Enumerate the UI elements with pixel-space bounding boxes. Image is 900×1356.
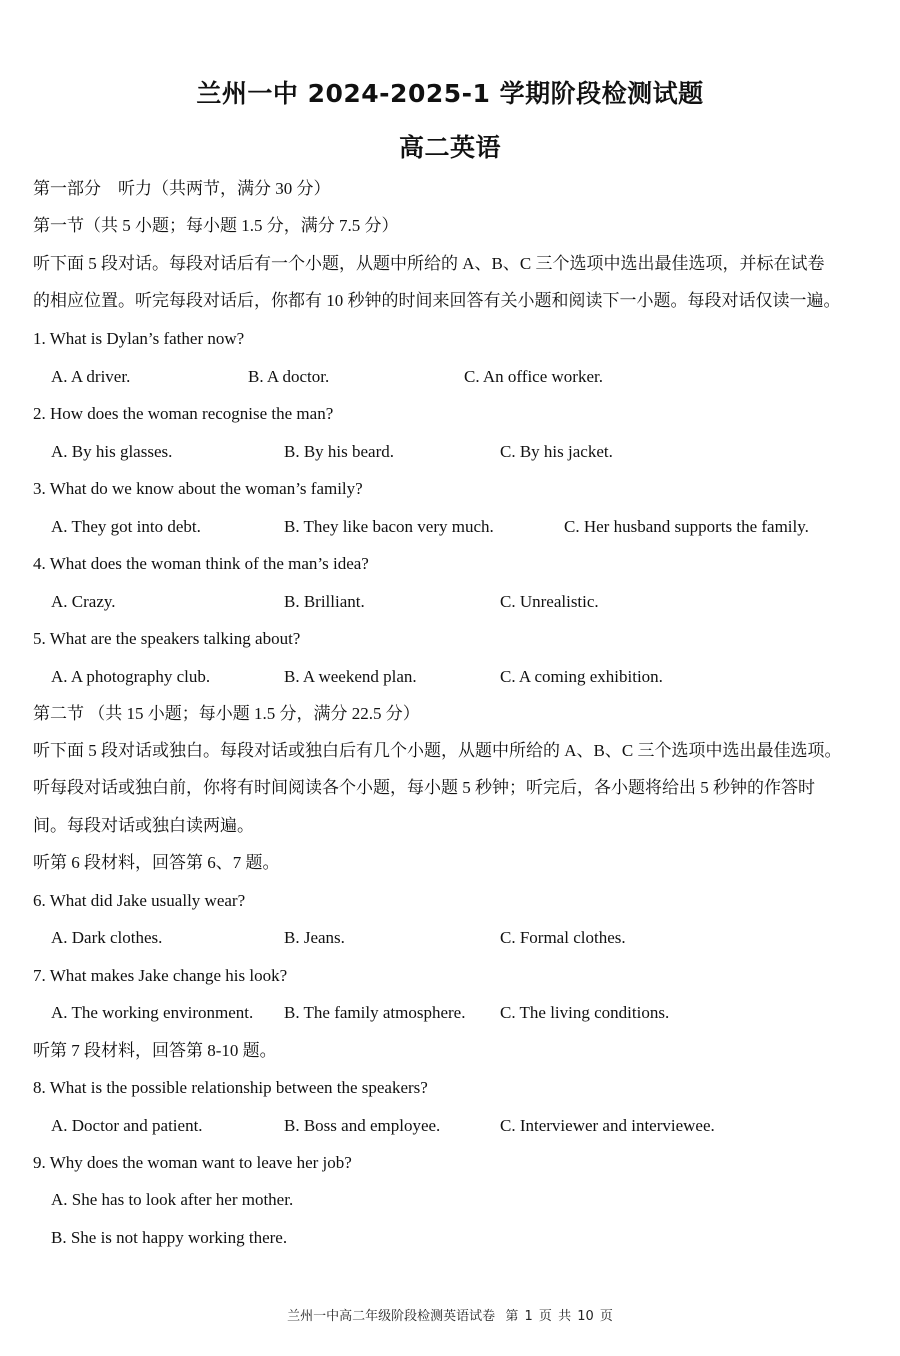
question-stem: 1. What is Dylan’s father now? [33, 329, 245, 348]
section2-instruction-1: 听下面 5 段对话或独白。每段对话或独白后有几个小题，从题中所给的 A、B、C 三个选项中选出最佳选项。 [33, 741, 842, 760]
option-a: A. A driver. [51, 367, 131, 386]
exam-title: 兰州一中 2024-2025-1 学期阶段检测试题 [196, 79, 704, 108]
section1-heading: 第一节（共 5 小题；每小题 1.5 分，满分 7.5 分） [33, 216, 399, 235]
option-a: A. By his glasses. [51, 442, 173, 461]
option-a: A. They got into debt. [51, 517, 201, 536]
footer-page-prefix: 第 [505, 1309, 519, 1324]
option-c: C. Formal clothes. [500, 928, 626, 947]
section1-instruction-1: 听下面 5 段对话。每段对话后有一个小题，从题中所给的 A、B、C 三个选项中选出最佳选项，并标在试卷 [33, 254, 825, 273]
option-c: C. Interviewer and interviewee. [500, 1116, 715, 1135]
option-a: A. Dark clothes. [51, 928, 163, 947]
option-b: B. Brilliant. [284, 592, 365, 611]
page-footer [0, 1305, 900, 1324]
option-b: B. They like bacon very much. [284, 517, 494, 536]
material-6-instruction: 听第 6 段材料，回答第 6、7 题。 [33, 853, 280, 872]
footer-total-pages: 10 [577, 1309, 594, 1324]
option-c: C. The living conditions. [500, 1003, 670, 1022]
question-stem: 6. What did Jake usually wear? [33, 891, 246, 910]
question-stem: 5. What are the speakers talking about? [33, 629, 301, 648]
option-a: A. She has to look after her mother. [51, 1190, 294, 1209]
option-b: B. She is not happy working there. [51, 1228, 288, 1247]
option-a: A. A photography club. [51, 667, 211, 686]
option-c: C. Unrealistic. [500, 592, 599, 611]
option-b: B. The family atmosphere. [284, 1003, 466, 1022]
exam-subject: 高二英语 [398, 133, 501, 162]
footer-page-suffix: 页 [538, 1309, 552, 1324]
question-stem: 4. What does the woman think of the man’s idea? [33, 554, 369, 573]
question-stem: 9. Why does the woman want to leave her job? [33, 1153, 352, 1172]
question-stem: 8. What is the possible relationship between the speakers? [33, 1078, 428, 1097]
footer-text: 兰州一中高二年级阶段检测英语试卷 [287, 1309, 496, 1324]
footer-total-prefix: 共 [558, 1309, 572, 1324]
option-b: B. Jeans. [284, 928, 345, 947]
part1-heading: 第一部分 听力（共两节，满分 30 分） [33, 179, 331, 198]
option-a: A. Crazy. [51, 592, 116, 611]
footer-page-number: 1 [524, 1309, 533, 1324]
footer-total-suffix: 页 [599, 1309, 613, 1324]
section2-instruction-3: 间。每段对话或独白读两遍。 [33, 816, 254, 835]
option-c: C. An office worker. [464, 367, 603, 386]
option-b: B. A doctor. [248, 367, 330, 386]
section1-instruction-2: 的相应位置。听完每段对话后，你都有 10 秒钟的时间来回答有关小题和阅读下一小题。每段对话仅读一遍。 [33, 291, 841, 310]
material-7-instruction: 听第 7 段材料，回答第 8-10 题。 [33, 1041, 277, 1060]
option-c: C. Her husband supports the family. [564, 517, 809, 536]
option-c: C. By his jacket. [500, 442, 613, 461]
section2-instruction-2: 听每段对话或独白前，你将有时间阅读各个小题，每小题 5 秒钟；听完后，各小题将给出 5 秒钟的作答时 [33, 778, 815, 797]
question-stem: 2. How does the woman recognise the man? [33, 404, 334, 423]
question-stem: 3. What do we know about the woman’s family? [33, 479, 363, 498]
option-c: C. A coming exhibition. [500, 667, 663, 686]
option-b: B. Boss and employee. [284, 1116, 441, 1135]
question-stem: 7. What makes Jake change his look? [33, 966, 288, 985]
option-b: B. A weekend plan. [284, 667, 417, 686]
section2-heading: 第二节 （共 15 小题；每小题 1.5 分，满分 22.5 分） [33, 704, 420, 723]
option-b: B. By his beard. [284, 442, 395, 461]
option-a: A. The working environment. [51, 1003, 254, 1022]
option-a: A. Doctor and patient. [51, 1116, 203, 1135]
